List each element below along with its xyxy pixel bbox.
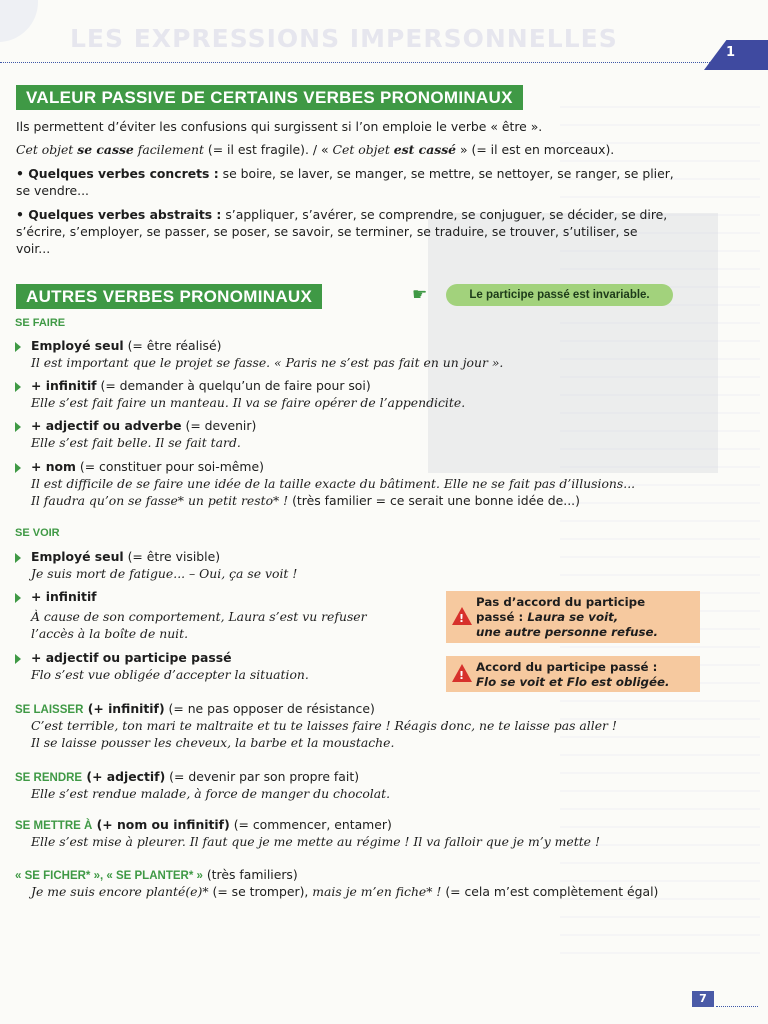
bullet-arrow-icon [15, 382, 21, 392]
section-title-other: AUTRES VERBES PRONOMINAUX [16, 284, 322, 309]
se-rendre-example: Elle s’est rendue malade, à force de manger du chocolat. [31, 786, 391, 801]
warning-agreement [446, 656, 700, 692]
corner-decoration [0, 0, 38, 42]
verb-meaning: (= commencer, entamer) [229, 817, 392, 832]
bullet-arrow-icon [15, 463, 21, 473]
verb-label: « SE FICHER* », « SE PLANTER* » [15, 870, 203, 882]
verb-label: SE LAISSER [15, 704, 84, 716]
abstract-verbs-line3: voir... [16, 241, 51, 256]
se-faire-item2-example: Elle s’est fait faire un manteau. Il va se faire opérer de l’appendicite. [31, 395, 466, 410]
example-part: Je me suis encore planté(e)* [31, 884, 209, 899]
page-header [0, 0, 768, 63]
bullet-arrow-icon [15, 654, 21, 664]
item-rest: (= constituer pour soi-même) [75, 459, 264, 474]
example-part: (= cela m’est complètement égal) [441, 884, 659, 899]
se-faire-item4-example2 [31, 492, 580, 509]
verb-construction: (+ infinitif) [83, 701, 165, 716]
se-ficher-example [31, 883, 658, 900]
se-mettre-example: Elle s’est mise à pleurer. Il faut que je me mette au régime ! Il va falloir que je m’y mette ! [31, 834, 600, 849]
faded-header-title: LES EXPRESSIONS IMPERSONNELLES [70, 24, 618, 53]
item-rest: (= demander à quelqu’un de faire pour soi) [96, 378, 371, 393]
example-part: Cet objet [16, 142, 78, 157]
footer-divider [716, 1006, 758, 1007]
verb-construction: (+ adjectif) [82, 769, 166, 784]
warning-text: Accord du participe passé : [476, 660, 658, 674]
verb-construction: (+ nom ou infinitif) [92, 817, 230, 832]
se-voir-item2: + infinitif [31, 589, 97, 604]
example-part: mais je m’en fiche* ! [312, 884, 442, 899]
item-rest: (= devenir) [181, 418, 257, 433]
se-faire-item3 [31, 417, 256, 434]
item-head: Employé seul [31, 549, 124, 564]
warning-triangle-icon: ! [452, 607, 472, 625]
warning-text: une autre personne refuse. [476, 625, 658, 639]
se-voir-item3: + adjectif ou participe passé [31, 650, 232, 665]
se-voir-item2-example2: l’accès à la boîte de nuit. [31, 626, 189, 641]
se-faire-item1 [31, 337, 221, 354]
example-part: (= il est fragile). / « [203, 142, 333, 157]
warning-text: Flo se voit et Flo est obligée. [476, 675, 670, 689]
abstract-verbs-list: s’appliquer, s’avérer, se comprendre, se conjuguer, se décider, se dire, [221, 207, 668, 222]
item-head: + infinitif [31, 378, 97, 393]
invariable-note: Le participe passé est invariable. [446, 284, 673, 306]
item-head: + nom [31, 459, 76, 474]
page-number: 7 [692, 991, 714, 1007]
concrete-verbs-label: • Quelques verbes concrets : [16, 166, 219, 181]
se-voir-item1-example: Je suis mort de fatigue... – Oui, ça se voit ! [31, 566, 298, 581]
bullet-arrow-icon [15, 422, 21, 432]
example-passive [16, 141, 614, 158]
intro-text: Ils permettent d’éviter les confusions qui surgissent si l’on emploie le verbe « être ». [16, 119, 543, 134]
example-part: (très familier = ce serait une bonne idée de...) [288, 493, 580, 508]
bullet-arrow-icon [15, 593, 21, 603]
warning-no-agreement [446, 591, 700, 643]
example-part: » (= il est en morceaux). [456, 142, 615, 157]
se-laisser-example1: C’est terrible, ton mari te maltraite et tu te laisses faire ! Réagis donc, ne te laisse pas aller ! [31, 718, 617, 733]
verb-meaning: (très familiers) [202, 867, 298, 882]
abstract-verbs-line1 [16, 206, 667, 223]
se-faire-item4 [31, 458, 264, 475]
item-rest: (= être visible) [123, 549, 221, 564]
label-se-voir: SE VOIR [15, 527, 60, 539]
section-title-passive: VALEUR PASSIVE DE CERTAINS VERBES PRONOMINAUX [16, 85, 523, 110]
chapter-number: 1 [726, 45, 736, 60]
warning-triangle-icon: ! [452, 664, 472, 682]
se-faire-item2 [31, 377, 371, 394]
label-se-faire: SE FAIRE [15, 317, 66, 329]
warning-text-part: passé : [476, 610, 528, 624]
pointing-hand-icon: ☛ [412, 285, 428, 305]
concrete-verbs-line2: se vendre... [16, 183, 89, 198]
verb-label: SE RENDRE [15, 772, 83, 784]
warning-text: Pas d’accord du participe [476, 595, 646, 609]
warning-text [476, 610, 694, 625]
se-faire-item4-example1: Il est difficile de se faire une idée de la taille exacte du bâtiment. Elle ne se fait pas d’illusions... [31, 476, 636, 491]
verb-meaning: (= ne pas opposer de résistance) [164, 701, 375, 716]
example-part: est cassé [393, 142, 457, 157]
warning-text-part: Laura se voit, [527, 610, 619, 624]
se-voir-item1 [31, 548, 220, 565]
example-part: Il faudra qu’on se fasse* un petit resto* ! [31, 493, 289, 508]
se-voir-item3-example: Flo s’est vue obligée d’accepter la situation. [31, 667, 309, 682]
item-rest: (= être réalisé) [123, 338, 222, 353]
example-part: facilement [133, 142, 204, 157]
se-faire-item1-example: Il est important que le projet se fasse. « Paris ne s’est pas fait en un jour ». [31, 355, 504, 370]
background-image-bleed-through [428, 213, 718, 473]
example-part: se casse [77, 142, 134, 157]
item-head: Employé seul [31, 338, 124, 353]
item-head: + adjectif ou adverbe [31, 418, 182, 433]
example-part: Cet objet [332, 142, 394, 157]
bullet-arrow-icon [15, 553, 21, 563]
se-laisser-example2: Il se laisse pousser les cheveux, la barbe et la moustache. [31, 735, 395, 750]
se-voir-item2-example1: À cause de son comportement, Laura s’est vu refuser [31, 609, 367, 624]
abstract-verbs-line2: s’écrire, s’employer, se passer, se poser, se savoir, se terminer, se traduire, se trouver, s’utiliser, se [16, 224, 638, 239]
abstract-verbs-label: • Quelques verbes abstraits : [16, 207, 222, 222]
verb-meaning: (= devenir par son propre fait) [165, 769, 360, 784]
example-part: (= se tromper), [208, 884, 313, 899]
verb-label: SE METTRE À [15, 820, 93, 832]
concrete-verbs-list: se boire, se laver, se manger, se mettre, se nettoyer, se ranger, se plier, [218, 166, 674, 181]
bullet-arrow-icon [15, 342, 21, 352]
concrete-verbs-line1 [16, 165, 674, 182]
se-faire-item3-example: Elle s’est fait belle. Il se fait tard. [31, 435, 241, 450]
